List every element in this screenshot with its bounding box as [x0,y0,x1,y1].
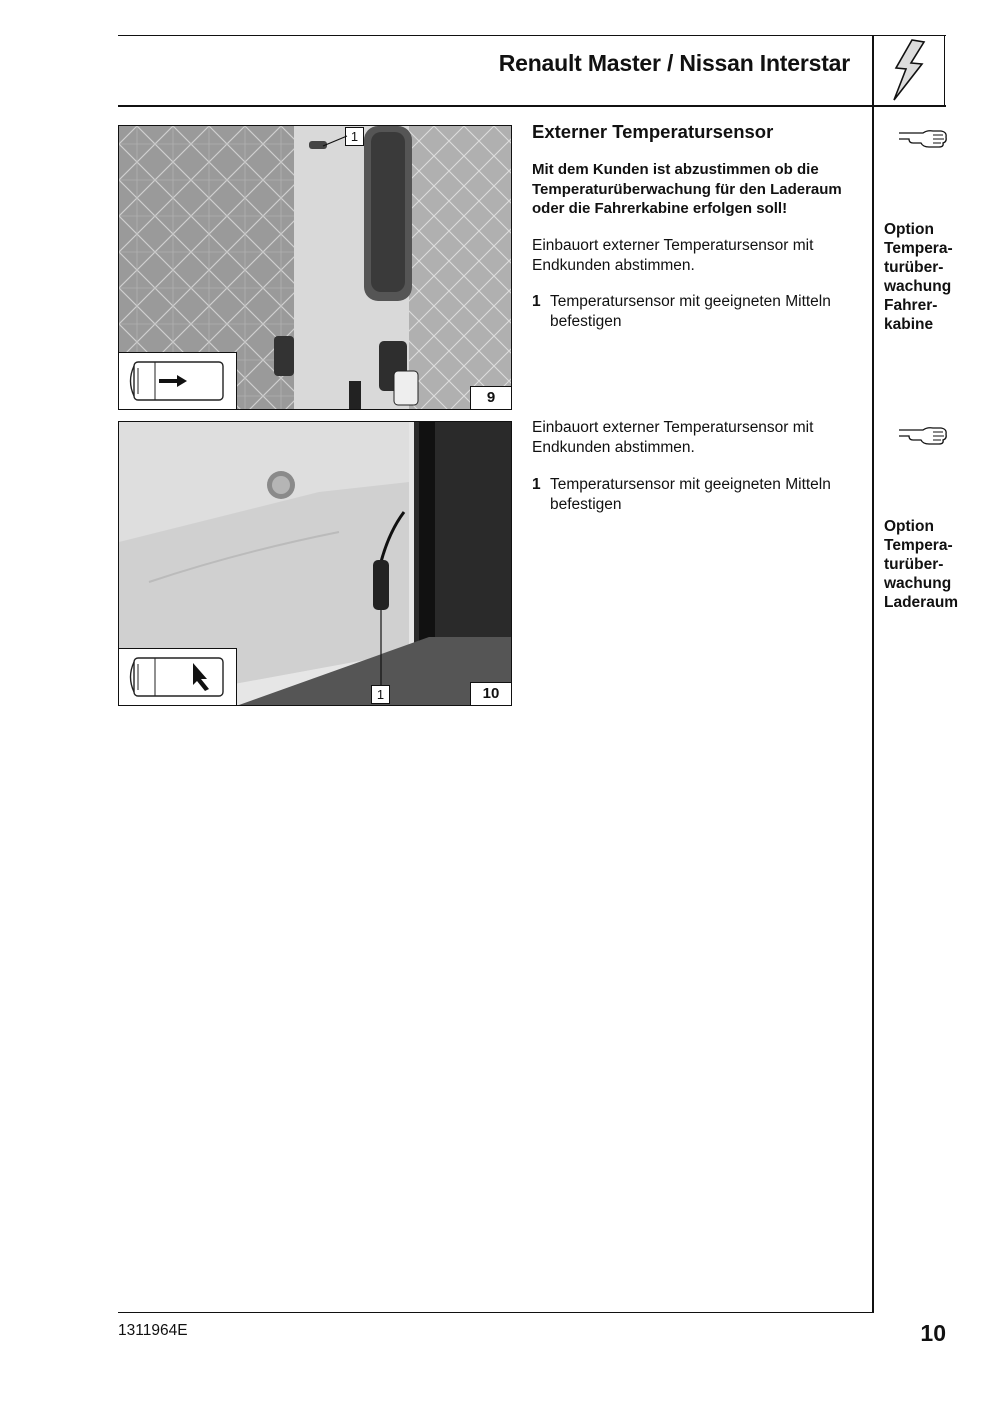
block-9-item-number: 1 [532,293,541,310]
page-title: Renault Master / Nissan Interstar [498,50,850,76]
footer-rule [118,1312,873,1313]
side-label-laderaum: Option Tempera- turüber- wachung Laderaum [884,518,959,611]
customer-notice: Mit dem Kunden ist abzustimmen ob die Temperaturüberwachung für den Laderaum oder die Fahrerkabine erfolgen soll! [532,161,842,217]
callout-leader-line [319,134,349,150]
header-top-rule [118,35,946,36]
header-icon-box-rule [944,35,945,106]
right-column-rule [872,35,874,1313]
figure-9-callout-1: 1 [345,127,364,146]
lightning-icon [884,38,934,102]
side-label-fahrerkabine: Option Tempera- turüber- wachung Fahrer- kabine [884,221,953,333]
block-9-paragraph: Einbauort externer Temperatursensor mit Endkunden abstimmen. [532,237,814,274]
section-heading: Externer Temperatursensor [532,121,774,142]
van-outline-icon [119,649,236,705]
figure-10-number: 10 [470,682,511,705]
figure-10-photo [118,421,512,706]
block-9-item-text: Temperatursensor mit geeigneten Mitteln befestigen [550,293,831,330]
page-number: 10 [920,1320,946,1346]
figure-9-van-locator [119,352,237,409]
figure-9-photo [118,125,512,410]
pointing-hand-icon [897,423,949,447]
block-10-item-number: 1 [532,476,541,493]
figure-10-van-locator [119,648,237,705]
doc-number: 1311964E [118,1322,188,1339]
figure-9-number: 9 [470,386,511,409]
block-10-paragraph: Einbauort externer Temperatursensor mit Endkunden abstimmen. [532,419,814,456]
pointing-hand-icon [897,126,949,150]
figure-10-callout-1: 1 [371,685,390,704]
van-outline-icon [119,353,236,409]
block-10-item-text: Temperatursensor mit geeigneten Mitteln befestigen [550,476,831,513]
header-bottom-rule [118,105,946,107]
